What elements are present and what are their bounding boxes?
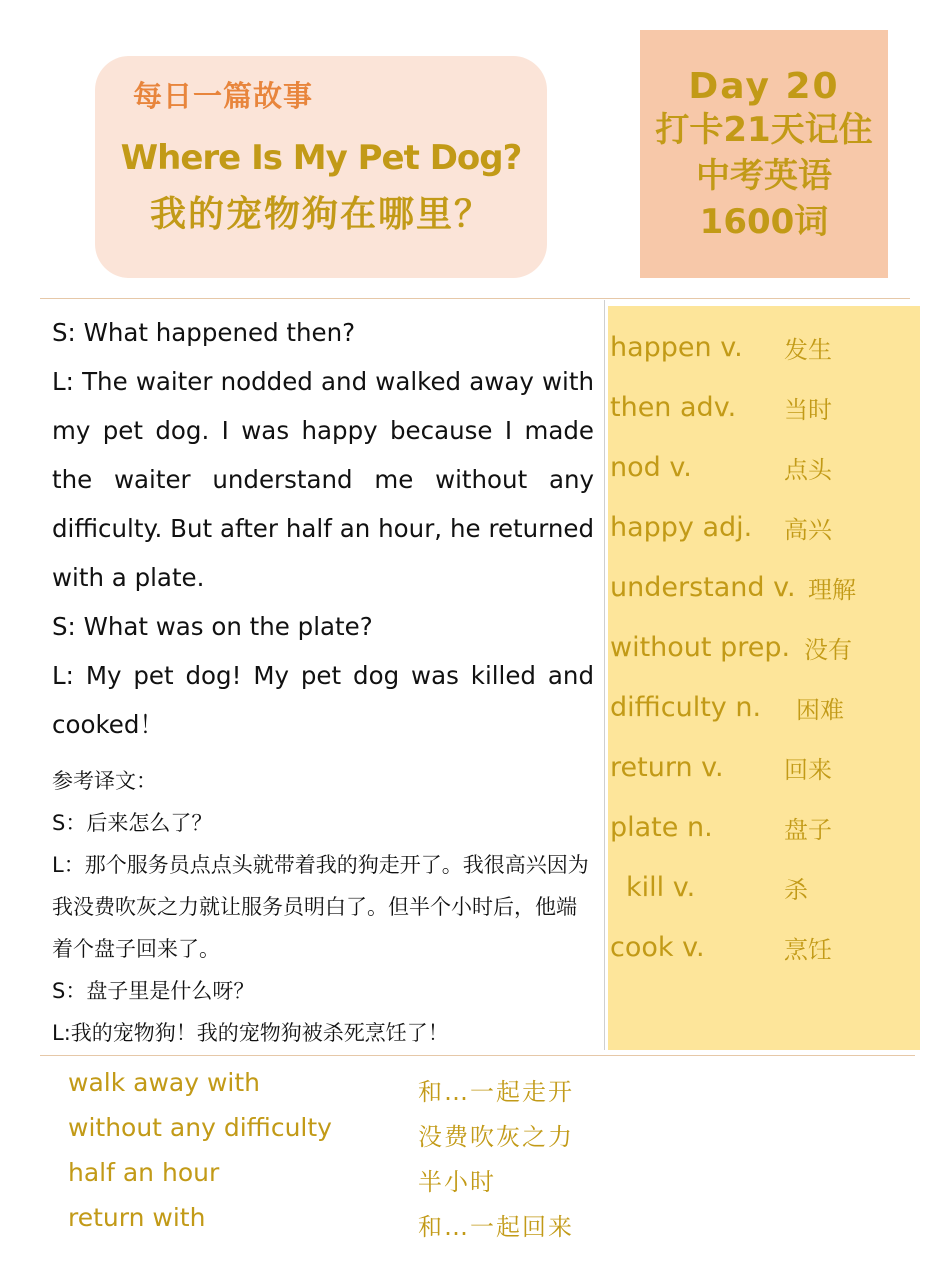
vocab-word: without prep. — [610, 632, 791, 663]
vocab-word: happen v. — [610, 332, 743, 363]
dialogue-line: S: What was on the plate? — [52, 612, 373, 641]
vocab-meaning: 当时 — [784, 396, 832, 424]
day-card-line-1: 打卡21天记住 — [655, 110, 873, 150]
dialogue — [52, 308, 594, 749]
vocab-item — [610, 498, 920, 558]
translation-line: L：那个服务员点点头就带着我的狗走开了。我很高兴因为我没费吹灰之力就让服务员明白了。但半个小时后，他端着个盘子回来了。 — [52, 853, 589, 961]
vocab-item — [610, 738, 920, 798]
phrase-item — [68, 1203, 888, 1248]
phrase-english: return with — [68, 1203, 206, 1232]
vocab-meaning: 烹饪 — [784, 936, 832, 964]
phrase-item — [68, 1068, 888, 1113]
vocab-item — [610, 918, 920, 978]
vocab-item — [610, 678, 920, 738]
top-divider — [40, 298, 910, 299]
phrase-english: walk away with — [68, 1068, 261, 1097]
bottom-divider — [40, 1055, 915, 1056]
vocab-item — [610, 858, 920, 918]
vocab-meaning: 没有 — [804, 636, 852, 664]
vocab-word: return v. — [610, 752, 724, 783]
reference-translation — [52, 760, 597, 1054]
phrase-chinese: 和…一起回来 — [418, 1213, 574, 1241]
vocab-item — [610, 438, 920, 498]
vocab-meaning: 回来 — [784, 756, 832, 784]
translation-line: L:我的宠物狗！我的宠物狗被杀死烹饪了！ — [52, 1021, 449, 1045]
dialogue-line: L: The waiter nodded and walked away with my pet dog. I was happy because I made the waiter understand me without any difficulty. But after half an hour, he returned with a plate. — [52, 367, 594, 592]
translation-line: S：盘子里是什么呀？ — [52, 979, 255, 1003]
phrase-list — [68, 1068, 888, 1248]
vocab-word: then adv. — [610, 392, 737, 423]
dialogue-line: S: What happened then? — [52, 318, 356, 347]
vocab-word: difficulty n. — [610, 692, 762, 723]
translation-line: S：后来怎么了？ — [52, 811, 213, 835]
phrase-chinese: 没费吹灰之力 — [418, 1123, 574, 1151]
vocab-meaning: 盘子 — [784, 816, 832, 844]
vocab-word: kill v. — [626, 872, 696, 903]
vocab-meaning: 杀 — [784, 876, 808, 904]
vocab-meaning: 高兴 — [784, 516, 832, 544]
phrase-chinese: 半小时 — [418, 1168, 496, 1196]
vocab-meaning: 理解 — [808, 576, 856, 604]
vocab-meaning: 发生 — [784, 336, 832, 364]
vocab-word: plate n. — [610, 812, 713, 843]
story-title-english: Where Is My Pet Dog? — [120, 138, 522, 178]
day-number: Day 20 — [688, 66, 840, 107]
vocabulary-panel — [608, 306, 920, 1050]
phrase-item — [68, 1113, 888, 1158]
story-title-chinese: 我的宠物狗在哪里？ — [149, 194, 492, 235]
phrase-english: half an hour — [68, 1158, 220, 1187]
phrase-english: without any difficulty — [68, 1113, 332, 1142]
vocab-item — [610, 618, 920, 678]
translation-heading: 参考译文： — [52, 769, 157, 793]
column-divider — [604, 300, 605, 1050]
vocab-word: understand v. — [610, 572, 796, 603]
phrase-chinese: 和…一起走开 — [418, 1078, 574, 1106]
series-label: 每日一篇故事 — [133, 79, 314, 113]
dialogue-line: L: My pet dog! My pet dog was killed and cooked！ — [52, 661, 594, 739]
title-card — [95, 56, 547, 278]
day-card — [640, 30, 888, 278]
day-card-line-3: 1600词 — [699, 202, 829, 242]
vocab-meaning: 困难 — [796, 696, 844, 724]
vocab-word: cook v. — [610, 932, 705, 963]
vocab-item — [610, 558, 920, 618]
day-card-line-2: 中考英语 — [696, 156, 832, 196]
vocab-word: happy adj. — [610, 512, 753, 543]
vocab-item — [610, 798, 920, 858]
vocab-item — [610, 318, 920, 378]
vocab-meaning: 点头 — [784, 456, 832, 484]
vocab-item — [610, 378, 920, 438]
vocab-word: nod v. — [610, 452, 692, 483]
phrase-item — [68, 1158, 888, 1203]
